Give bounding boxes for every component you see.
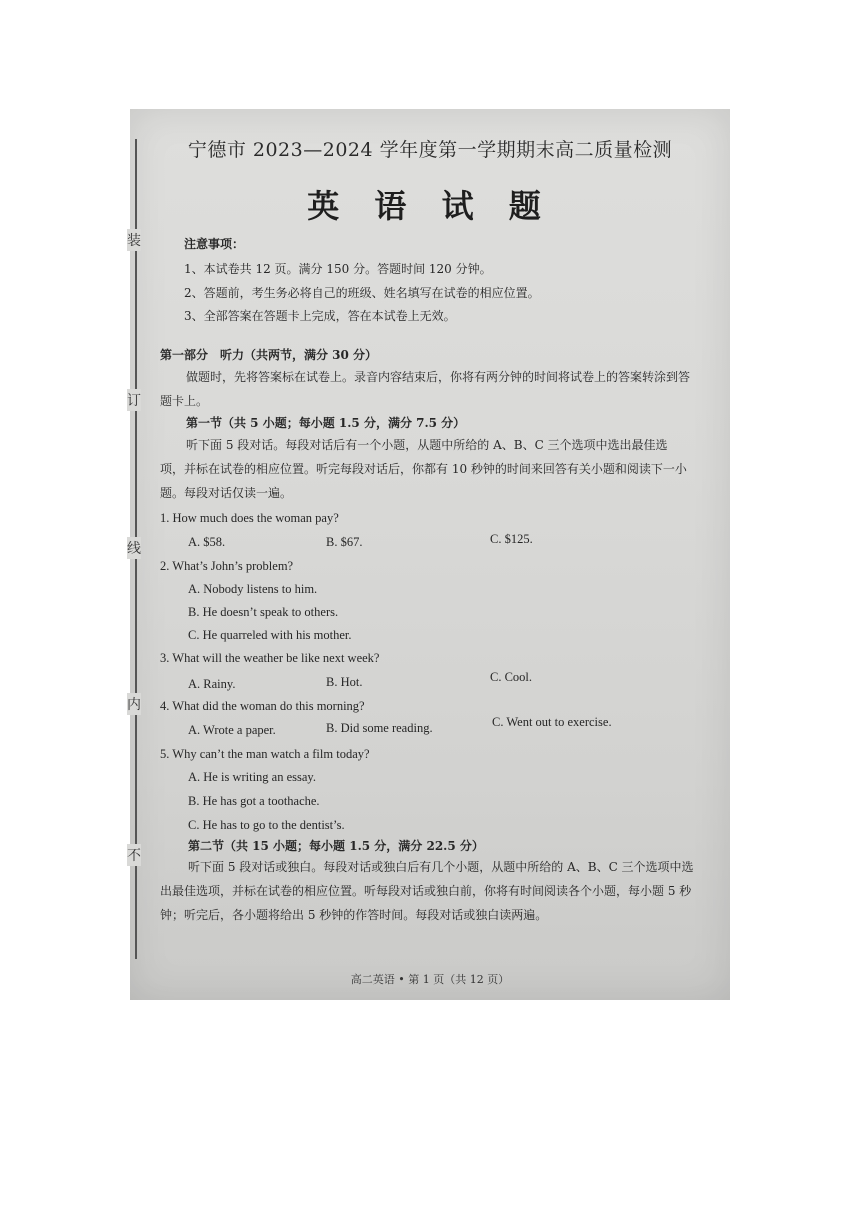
option: B. He has got a toothache. — [188, 794, 320, 808]
binding-margin-char: 内 — [127, 693, 141, 715]
option: A. Wrote a paper. — [188, 723, 276, 737]
notice-item: 3、全部答案在答题卡上完成，答在本试卷上无效。 — [184, 309, 456, 323]
page-footer: 高二英语 • 第 1 页（共 12 页） — [350, 973, 510, 986]
option: A. Nobody listens to him. — [188, 582, 318, 596]
option: C. He has to go to the dentist’s. — [188, 818, 345, 832]
binding-margin-char: 线 — [127, 537, 141, 559]
question-stem: 2. What’s John’s problem? — [160, 559, 294, 573]
subject-title: 英 语 试 题 — [307, 187, 553, 225]
part1-intro: 做题时，先将答案标在试卷上。录音内容结束后，你将有两分钟的时间将试卷上的答案转涂到答题卡上。 — [160, 370, 691, 408]
option: B. $67. — [326, 535, 363, 549]
question-stem: 3. What will the weather be like next week? — [160, 651, 380, 665]
exam-title: 宁德市 2023—2024 学年度第一学期期末高二质量检测 — [187, 139, 673, 161]
question-stem: 4. What did the woman do this morning? — [160, 699, 365, 713]
binding-margin-char: 不 — [127, 844, 141, 866]
binding-margin-char: 装 — [127, 229, 141, 251]
notice-heading: 注意事项： — [184, 237, 245, 251]
exam-page-photo — [127, 109, 730, 1000]
option: B. Hot. — [326, 675, 363, 689]
notice-item: 1、本试卷共 12 页。满分 150 分。答题时间 120 分钟。 — [184, 262, 492, 276]
question-stem: 5. Why can’t the man watch a film today? — [160, 747, 370, 761]
option: C. He quarreled with his mother. — [188, 628, 352, 642]
question-stem: 1. How much does the woman pay? — [160, 511, 339, 525]
option: A. Rainy. — [188, 677, 236, 691]
section1-heading: 第一节（共 5 小题；每小题 1.5 分，满分 7.5 分） — [186, 416, 466, 430]
option: A. $58. — [188, 535, 226, 549]
section2-intro: 听下面 5 段对话或独白。每段对话或独白后有几个小题，从题中所给的 A、B、C 三个选项中选出最佳选项，并标在试卷的相应位置。听每段对话或独白前，你将有时间阅读各个小题，每小题 5 秒钟；听完后，各小题将给出 5 秒钟的作答时间。每段对话或独白读两遍。 — [160, 860, 694, 922]
option: C. Went out to exercise. — [492, 715, 612, 729]
option: B. He doesn’t speak to others. — [188, 605, 339, 619]
part1-heading: 第一部分 听力（共两节，满分 30 分） — [160, 348, 378, 362]
binding-margin-char: 订 — [127, 389, 141, 411]
notice-item: 2、答题前，考生务必将自己的班级、姓名填写在试卷的相应位置。 — [184, 286, 540, 300]
option: C. $125. — [490, 532, 533, 546]
option: A. He is writing an essay. — [188, 770, 316, 784]
section1-intro: 听下面 5 段对话。每段对话后有一个小题，从题中所给的 A、B、C 三个选项中选出最佳选项，并标在试卷的相应位置。听完每段对话后，你都有 10 秒钟的时间来回答有关小题和阅读下一小题。每段对话仅读一遍。 — [160, 438, 687, 500]
section2-heading: 第二节（共 15 小题；每小题 1.5 分，满分 22.5 分） — [188, 839, 484, 853]
option: C. Cool. — [490, 670, 533, 684]
option: B. Did some reading. — [326, 721, 433, 735]
